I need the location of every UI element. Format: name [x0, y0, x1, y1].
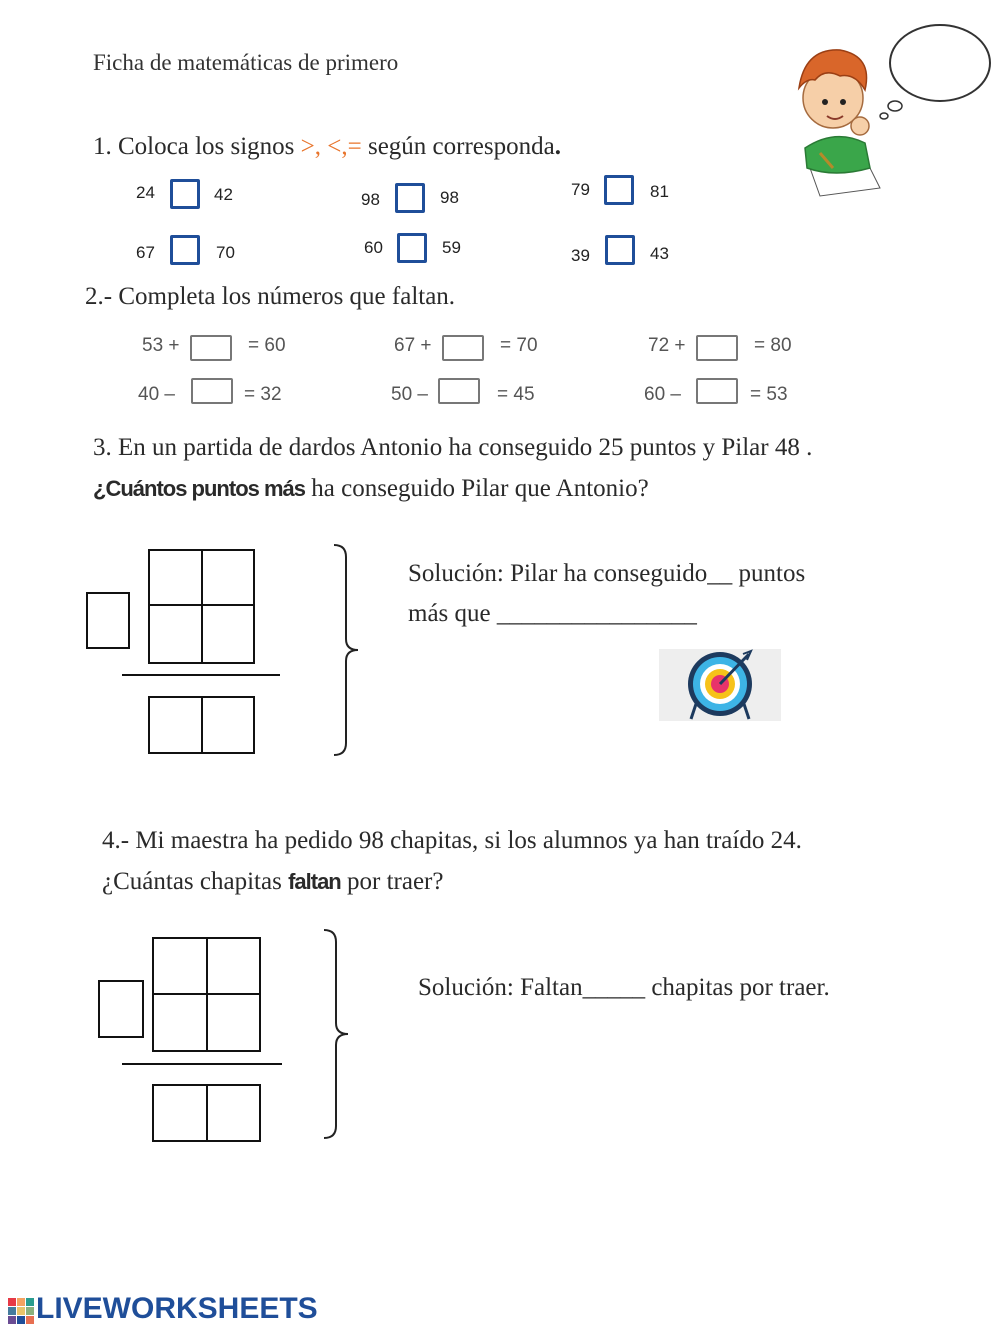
compare-2-left: 98	[361, 190, 380, 209]
q4-pre: ¿Cuántas chapitas	[102, 868, 289, 895]
q4-result-units[interactable]	[206, 1084, 261, 1142]
q4-post: por traer?	[340, 868, 444, 895]
compare-6-left: 39	[571, 246, 590, 265]
q3-brace	[330, 543, 364, 757]
q3-mid-units[interactable]	[201, 604, 255, 664]
equation-1-left: 53 +	[142, 335, 180, 356]
boy-thinking-illustration	[785, 18, 995, 198]
q4-mid-units[interactable]	[206, 993, 261, 1052]
worksheet-title: Ficha de matemáticas de primero	[93, 50, 399, 75]
equation-6-left: 60 –	[644, 384, 681, 405]
compare-5-left: 60	[364, 238, 383, 257]
equation-2-right: = 70	[500, 335, 538, 356]
question-2-text: 2.- Completa los números que faltan.	[85, 283, 456, 310]
q4-result-line	[122, 1063, 282, 1065]
compare-5-right: 59	[442, 238, 461, 257]
compare-6-right: 43	[650, 244, 669, 263]
equation-2-box[interactable]	[442, 335, 484, 361]
compare-2-box[interactable]	[395, 183, 425, 213]
compare-4-box[interactable]	[170, 235, 200, 265]
equation-6-right: = 53	[750, 384, 788, 405]
compare-5-box[interactable]	[397, 233, 427, 263]
dartboard-icon	[659, 649, 781, 721]
q3-rest: ha conseguido Pilar que Antonio?	[305, 475, 649, 502]
q3-operator-box[interactable]	[86, 592, 130, 649]
q3-bold-phrase: ¿Cuántos puntos más	[93, 476, 306, 501]
compare-3-box[interactable]	[604, 175, 634, 205]
q1-suffix: según corresponda	[361, 133, 555, 160]
q1-period: .	[554, 133, 561, 160]
compare-4-left: 67	[136, 243, 155, 262]
q4-top-tens[interactable]	[152, 937, 208, 995]
equation-2-left: 67 +	[394, 335, 432, 356]
brand-name: LIVEWORKSHEETS	[36, 1292, 318, 1325]
q4-brace	[320, 928, 354, 1140]
question-1-text	[93, 133, 561, 161]
q3-result-units[interactable]	[201, 696, 255, 754]
compare-1-right: 42	[214, 185, 233, 204]
q3-result-line	[122, 674, 280, 676]
q3-top-tens[interactable]	[148, 549, 203, 606]
equation-4-box[interactable]	[191, 378, 233, 404]
compare-1-box[interactable]	[170, 179, 200, 209]
equation-3-left: 72 +	[648, 335, 686, 356]
q4-solution: Solución: Faltan_____ chapitas por traer.	[418, 974, 830, 1001]
compare-4-right: 70	[216, 243, 235, 262]
q4-bold-word: faltan	[288, 869, 341, 894]
equation-4-right: = 32	[244, 384, 282, 405]
question-3-line-2	[93, 475, 649, 503]
equation-3-right: = 80	[754, 335, 792, 356]
q3-solution-line-1: Solución: Pilar ha conseguido__ puntos	[408, 560, 806, 587]
q3-result-tens[interactable]	[148, 696, 203, 754]
question-4-line-2	[102, 868, 443, 896]
q1-prefix: 1. Coloca los signos	[93, 133, 301, 160]
q1-signs: >, <,=	[300, 133, 362, 160]
equation-1-right: = 60	[248, 335, 286, 356]
q3-mid-tens[interactable]	[148, 604, 203, 664]
question-4-line-1: 4.- Mi maestra ha pedido 98 chapitas, si los alumnos ya han traído 24.	[102, 827, 802, 854]
compare-1-left: 24	[136, 183, 155, 202]
compare-3-left: 79	[571, 180, 590, 199]
equation-3-box[interactable]	[696, 335, 738, 361]
compare-6-box[interactable]	[605, 235, 635, 265]
liveworksheets-logo-icon	[8, 1298, 34, 1324]
equation-1-box[interactable]	[190, 335, 232, 361]
equation-5-box[interactable]	[438, 378, 480, 404]
compare-2-right: 98	[440, 188, 459, 207]
equation-5-left: 50 –	[391, 384, 428, 405]
q3-solution-line-2: más que ________________	[408, 600, 697, 627]
equation-4-left: 40 –	[138, 384, 175, 405]
q4-operator-box[interactable]	[98, 980, 144, 1038]
equation-6-box[interactable]	[696, 378, 738, 404]
q4-mid-tens[interactable]	[152, 993, 208, 1052]
q4-result-tens[interactable]	[152, 1084, 208, 1142]
compare-3-right: 81	[650, 182, 669, 201]
q4-top-units[interactable]	[206, 937, 261, 995]
question-3-line-1: 3. En un partida de dardos Antonio ha conseguido 25 puntos y Pilar 48 .	[93, 434, 813, 461]
equation-5-right: = 45	[497, 384, 535, 405]
q3-top-units[interactable]	[201, 549, 255, 606]
